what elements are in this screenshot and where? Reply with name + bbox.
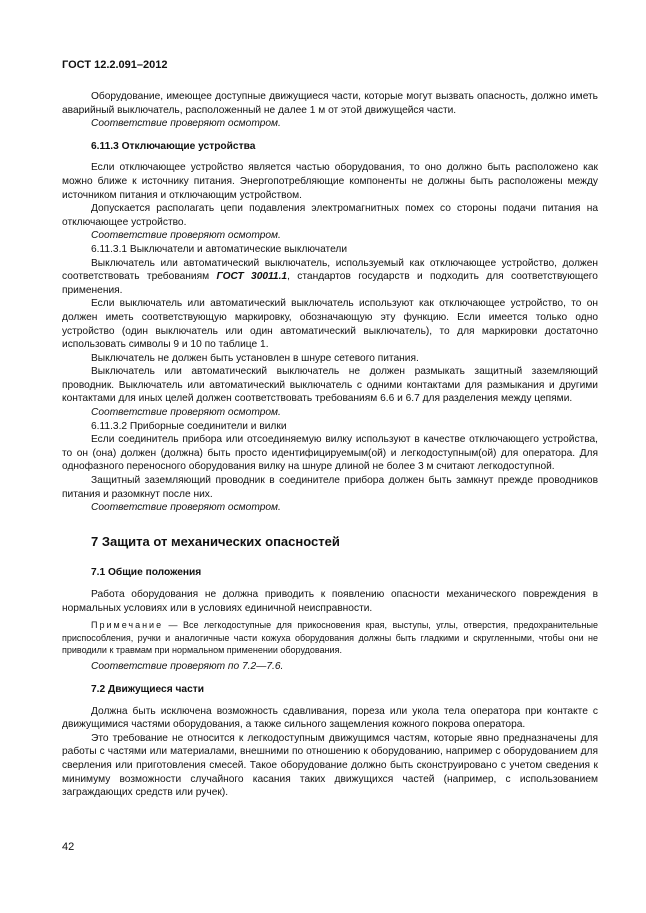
document-body <box>62 90 598 800</box>
compliance-check: Соответствие проверяют осмотром. <box>91 502 281 514</box>
compliance-check: Соответствие проверяют по 7.2—7.6. <box>91 661 284 673</box>
compliance-check: Соответствие проверяют осмотром. <box>91 118 281 130</box>
paragraph: Это требование не относится к легкодоступным движущимся частям, которые явно предназначены для работы с частями или материалами, внешними по отношению к оборудованию, например с оборудованием для сверления или приготовления смесей. Такое оборудование должно быть сконструировано с учетом сведения к минимуму возможности случайного касания таких движущихся частей (например, с использованием заграждающих средств или ручек). <box>62 732 598 799</box>
compliance-check: Соответствие проверяют осмотром. <box>91 230 281 242</box>
paragraph <box>62 257 598 298</box>
paragraph: Должна быть исключена возможность сдавливания, пореза или укола тела оператора при контакте с движущимися частями оборудования, а также сильного защемления кожного покрова оператора. <box>62 705 598 731</box>
paragraph: Выключатель не должен быть установлен в шнуре сетевого питания. <box>91 352 419 364</box>
document-header: ГОСТ 12.2.091–2012 <box>62 59 168 71</box>
note-label: Примечание <box>91 620 164 631</box>
paragraph: Если соединитель прибора или отсоединяемую вилку используют в качестве отключающего устройства, то он (она) должен (должна) быть просто идентифицируемым(ой) и легкодоступным(ой) для оператора. Для однофазного переносного оборудования вилку на шнуре длиной не более 3 м считают легкодоступной. <box>62 434 598 473</box>
paragraph: Выключатель или автоматический выключатель не должен размыкать защитный заземляющий проводник. Выключатель или автоматический выключатель с одними контактами для размыкания и другими контактами для иных целей должен соответствовать требованиям 6.6 и 6.7 для разделения между цепями. <box>62 366 598 405</box>
subsection-title: 6.11.3.1 Выключатели и автоматические выключатели <box>91 243 348 255</box>
note-text: — Все легкодоступные для прикосновения края, выступы, углы, отверстия, предохранительные приспособления, ручки и аналогичные части кожуха оборудования должны быть гладкими и скругленными, чтобы они не приводили к травмам при нормальном применении оборудования. <box>62 620 598 655</box>
section-heading-6-11-3: 6.11.3 Отключающие устройства <box>91 140 256 152</box>
paragraph: Если выключатель или автоматический выключатель используют как отключающее устройство, то он должен иметь соответствующую маркировку, обозначающую эту функцию. Если имеется только одно устройство (один выключатель или один автоматический выключатель), то для маркировки достаточно использовать символы 9 и 10 по таблице 1. <box>62 298 598 351</box>
section-heading-7-1: 7.1 Общие положения <box>91 567 202 579</box>
section-heading-7-2: 7.2 Движущиеся части <box>91 684 204 695</box>
text-fragment: Выключатель или автоматический выключатель, используемый как отключающее устройство, должен соответствовать требованиям <box>62 257 598 283</box>
text-fragment: , стандартов государств и подходить для соответствующего применения. <box>62 271 598 296</box>
compliance-check: Соответствие проверяют осмотром. <box>91 407 281 419</box>
paragraph: Оборудование, имеющее доступные движущиеся части, которые могут вызвать опасность, должно иметь аварийный выключатель, расположенный не далее 1 м от этой движущейся части. <box>62 91 598 116</box>
section-heading-7: 7 Защита от механических опасностей <box>91 533 340 549</box>
subsection-title: 6.11.3.2 Приборные соединители и вилки <box>91 420 287 432</box>
paragraph: Допускается располагать цепи подавления электромагнитных помех со стороны подачи питания на отключающее устройство. <box>62 203 598 228</box>
standard-reference: ГОСТ 30011.1 <box>216 271 288 283</box>
note <box>62 619 598 656</box>
page-number: 42 <box>62 841 75 853</box>
paragraph: Защитный заземляющий проводник в соединителе прибора должен быть замкнут прежде проводников питания и разомкнут после них. <box>62 475 598 500</box>
paragraph: Если отключающее устройство является частью оборудования, то оно должно быть расположено как можно ближе к источнику питания. Энергопотребляющие компоненты не должны быть расположены между источником питания и отключающим устройством. <box>62 162 598 201</box>
paragraph: Работа оборудования не должна приводить к появлению опасности механического повреждения в нормальных условиях или в условиях единичной неисправности. <box>62 589 598 614</box>
